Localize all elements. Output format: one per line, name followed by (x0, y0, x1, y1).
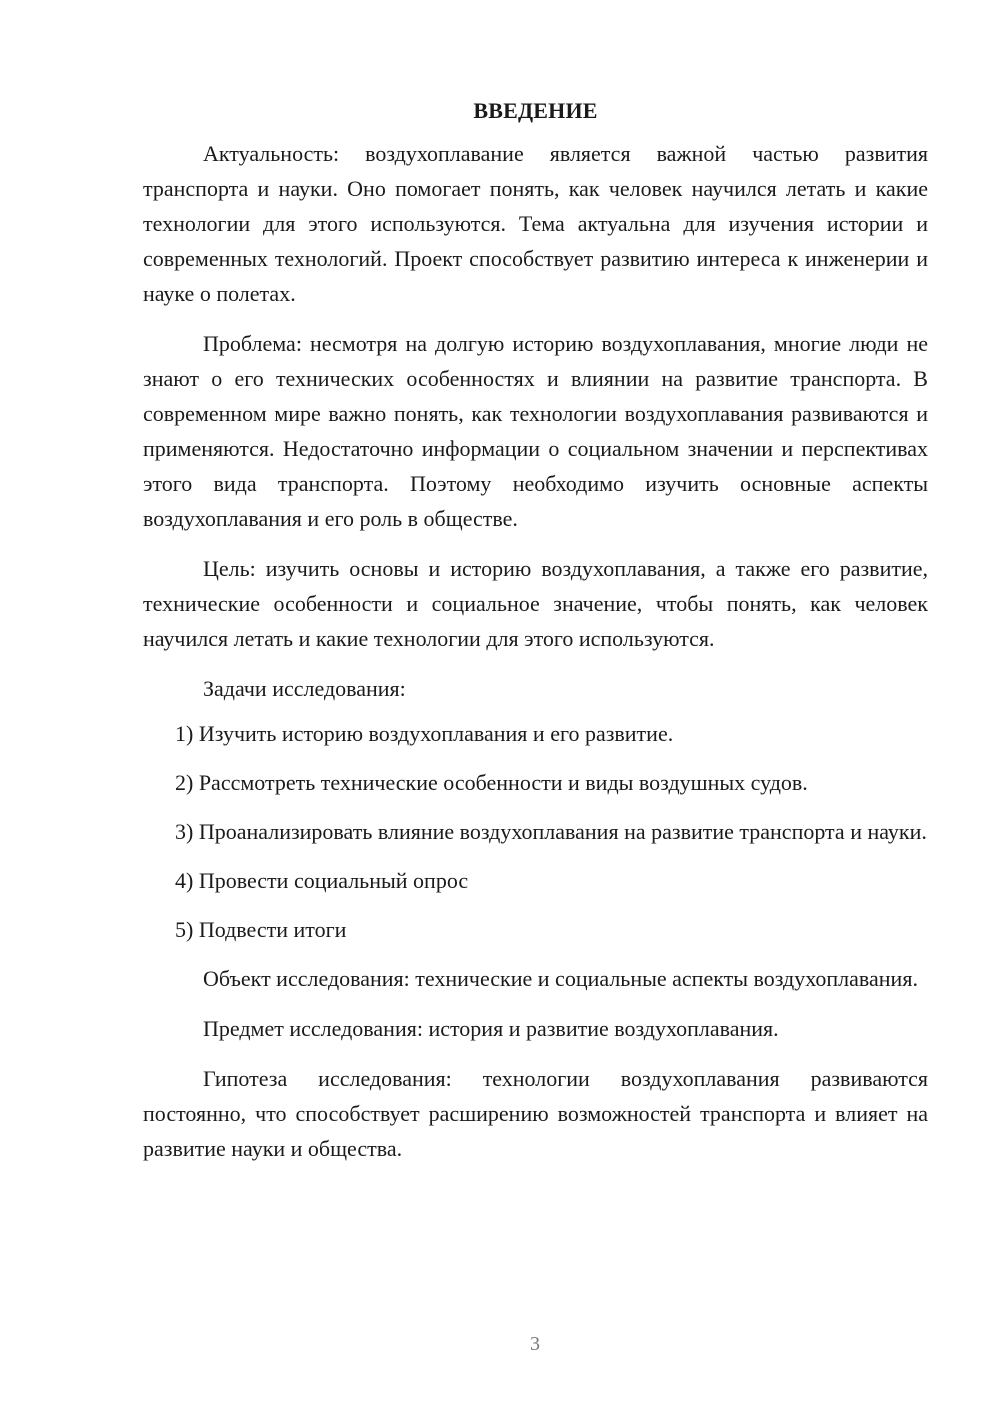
page-content (143, 96, 928, 1181)
task-item-1: 1) Изучить историю воздухоплавания и его развитие. (175, 721, 674, 746)
problem-paragraph: Проблема: несмотря на долгую историю воздухоплавания, многие люди не знают о его технических особенностях и влиянии на развитие транспорта. В современном мире важно понять, как технологии воздухоплавания развиваются и применяются. Недостаточно информации о социальном значении и перспективах этого вида транспорта. Поэтому необходимо изучить основные аспекты воздухоплавания и его роль в обществе. (143, 331, 928, 531)
task-item-5: 5) Подвести итоги (175, 917, 347, 942)
goal-paragraph: Цель: изучить основы и историю воздухоплавания, а также его развитие, технические особенности и социальное значение, чтобы понять, как человек научился летать и какие технологии для этого используются. (143, 556, 928, 651)
section-title: ВВЕДЕНИЕ (473, 98, 598, 123)
task-item-3: 3) Проанализировать влияние воздухоплавания на развитие транспорта и науки. (175, 819, 927, 844)
task-item-2: 2) Рассмотреть технические особенности и виды воздушных судов. (175, 770, 808, 795)
subject-paragraph: Предмет исследования: история и развитие воздухоплавания. (203, 1016, 779, 1041)
tasks-label: Задачи исследования: (203, 676, 406, 701)
hypothesis-paragraph: Гипотеза исследования: технологии воздухоплавания развиваются постоянно, что способствует расширению возможностей транспорта и влияет на развитие науки и общества. (143, 1066, 928, 1161)
relevance-paragraph: Актуальность: воздухоплавание является важной частью развития транспорта и науки. Оно помогает понять, как человек научился летать и какие технологии для этого используются. Тема актуальна для изучения истории и современных технологий. Проект способствует развитию интереса к инженерии и науке о полетах. (143, 141, 928, 306)
task-item-4: 4) Провести социальный опрос (175, 868, 469, 893)
page-number: 3 (530, 1333, 540, 1355)
object-paragraph: Объект исследования: технические и социальные аспекты воздухоплавания. (203, 966, 918, 991)
